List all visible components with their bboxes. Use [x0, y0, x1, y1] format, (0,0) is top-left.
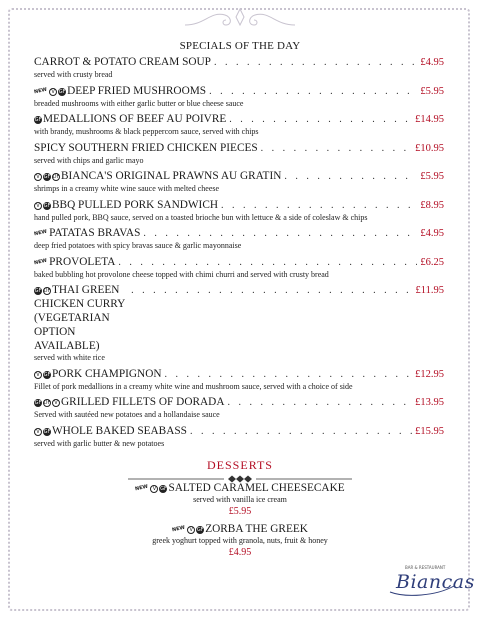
dessert-name: NEW V GF ZORBA THE GREEK: [171, 523, 308, 535]
item-name: V GF WHOLE BAKED SEABASS: [34, 424, 187, 438]
leader-dots: [209, 85, 417, 99]
v-badge-icon: V: [49, 88, 57, 96]
leader-dots: [284, 170, 417, 184]
gf-badge-icon: GF: [58, 88, 66, 95]
item-price: £4.95: [420, 228, 444, 239]
leader-dots: [190, 425, 412, 439]
item-description: Fillet of pork medallions in a creamy white wine and mushroom sauce, served with a choice of side: [34, 381, 353, 391]
item-description: Served with sautéed new potatoes and a hollandaise sauce: [34, 410, 220, 419]
menu-item: [34, 169, 444, 195]
v-badge-icon: V: [150, 485, 158, 493]
v-badge-icon: V: [34, 202, 42, 210]
item-description: served with chips and garlic mayo: [34, 155, 144, 165]
desserts-heading: DESSERTS: [207, 458, 273, 472]
df-badge-icon: DF: [43, 400, 51, 406]
v-badge-icon: V: [187, 526, 195, 534]
item-name: SPICY SOUTHERN FRIED CHICKEN PIECES: [34, 141, 258, 154]
dessert-price: £5.95: [228, 506, 252, 517]
menu-item: [34, 112, 444, 138]
item-description: served with garlic butter & new potatoes: [34, 438, 165, 448]
leader-dots: [165, 368, 413, 382]
item-description: deep fried potatoes with spicy bravas sauce & garlic mayonnaise: [34, 241, 242, 250]
item-description: served with white rice: [34, 353, 105, 362]
dessert-description: greek yoghurt topped with granola, nuts, fruit & honey: [152, 536, 328, 545]
new-badge-icon: NEW: [33, 228, 48, 238]
dessert-name: NEW V GF SALTED CARAMEL CHEESECAKE: [134, 482, 345, 494]
menu-item: [34, 84, 444, 110]
item-price: £4.95: [420, 57, 444, 68]
item-description: shrimps in a creamy white wine sauce with melted cheese: [34, 184, 220, 193]
item-price: £14.95: [415, 114, 444, 125]
biancas-logo: Biancas: [396, 571, 475, 593]
item-name: NEW PROVOLETA: [34, 255, 115, 269]
gf-badge-icon: GF: [43, 371, 51, 378]
item-name: GF MEDALLIONS OF BEEF AU POIVRE: [34, 113, 227, 125]
item-name: V GF DF BIANCA'S ORIGINAL PRAWNS AU GRATIN: [34, 169, 281, 183]
dessert-price: £4.95: [228, 547, 252, 558]
gf-badge-icon: GF: [43, 428, 51, 435]
item-description: baked bubbling hot provolone cheese topped with chimi churri and served with crusty bread: [34, 269, 329, 279]
leader-dots: [261, 142, 412, 156]
item-description: served with crusty bread: [34, 70, 113, 79]
leader-dots: [118, 256, 417, 270]
gf-badge-icon: GF: [34, 400, 42, 406]
leader-dots: [131, 284, 412, 298]
df-badge-icon: DF: [43, 288, 51, 294]
new-badge-icon: NEW: [33, 257, 48, 266]
item-price: £11.95: [415, 285, 444, 296]
item-price: £13.95: [415, 397, 444, 408]
item-price: £10.95: [415, 142, 444, 154]
item-name: V GF BBQ PULLED PORK SANDWICH: [34, 198, 218, 212]
dessert-item: [0, 482, 480, 517]
v-badge-icon: V: [34, 371, 42, 379]
item-price: £12.95: [415, 368, 444, 380]
item-name: V GF PORK CHAMPIGNON: [34, 367, 162, 381]
menu-item: [34, 141, 444, 167]
item-price: £6.25: [420, 256, 444, 268]
new-badge-icon: NEW: [33, 86, 48, 95]
leader-dots: [143, 227, 417, 241]
item-name: NEW PATATAS BRAVAS: [34, 226, 140, 240]
menu-item: [34, 395, 444, 421]
gf-badge-icon: GF: [34, 288, 42, 294]
leader-dots: [214, 56, 417, 70]
item-name: GF DF THAI GREEN CHICKEN CURRY (VEGETARIAN OPTION AVAILABLE): [34, 284, 125, 352]
gf-badge-icon: GF: [43, 174, 51, 180]
item-description: hand pulled pork, BBQ sauce, served on a toasted brioche bun with lettuce & a side of coleslaw & chips: [34, 212, 368, 222]
menu-item: [34, 367, 444, 393]
item-name: CARROT & POTATO CREAM SOUP: [34, 56, 211, 68]
new-badge-icon: NEW: [134, 483, 149, 493]
dessert-item: [0, 523, 480, 558]
menu-item: [34, 283, 444, 364]
leader-dots: [229, 113, 412, 127]
specials-heading: SPECIALS OF THE DAY: [179, 40, 301, 52]
menu-item: [34, 424, 444, 450]
gf-badge-icon: GF: [196, 527, 204, 533]
df-badge-icon: DF: [52, 174, 60, 180]
leader-dots: [228, 396, 413, 410]
gf-badge-icon: GF: [160, 486, 167, 492]
item-description: with brandy, mushrooms & black peppercorn sauce, served with chips: [34, 127, 259, 136]
new-badge-icon: NEW: [171, 524, 186, 534]
item-price: £5.95: [420, 85, 444, 97]
item-name: NEW V GF DEEP FRIED MUSHROOMS: [34, 84, 206, 98]
logo-tagline: BAR & RESTAURANT: [405, 565, 446, 570]
v-badge-icon: V: [52, 399, 60, 407]
item-price: £5.95: [420, 171, 444, 182]
v-badge-icon: V: [34, 428, 42, 436]
item-price: £8.95: [420, 199, 444, 211]
menu-item: [34, 55, 444, 81]
menu-item: [34, 226, 444, 252]
gf-badge-icon: GF: [43, 202, 51, 209]
menu-item: [34, 255, 444, 281]
v-badge-icon: V: [34, 173, 42, 181]
item-price: £15.95: [415, 425, 444, 437]
leader-dots: [221, 199, 417, 213]
dessert-description: served with vanilla ice cream: [193, 495, 287, 504]
gf-badge-icon: GF: [34, 117, 42, 123]
menu-item: [34, 198, 444, 224]
item-name: GF DF V GRILLED FILLETS OF DORADA: [34, 396, 225, 408]
item-description: breaded mushrooms with either garlic butter or blue cheese sauce: [34, 98, 244, 108]
specials-list: [34, 55, 444, 452]
top-ornament: [180, 3, 300, 33]
